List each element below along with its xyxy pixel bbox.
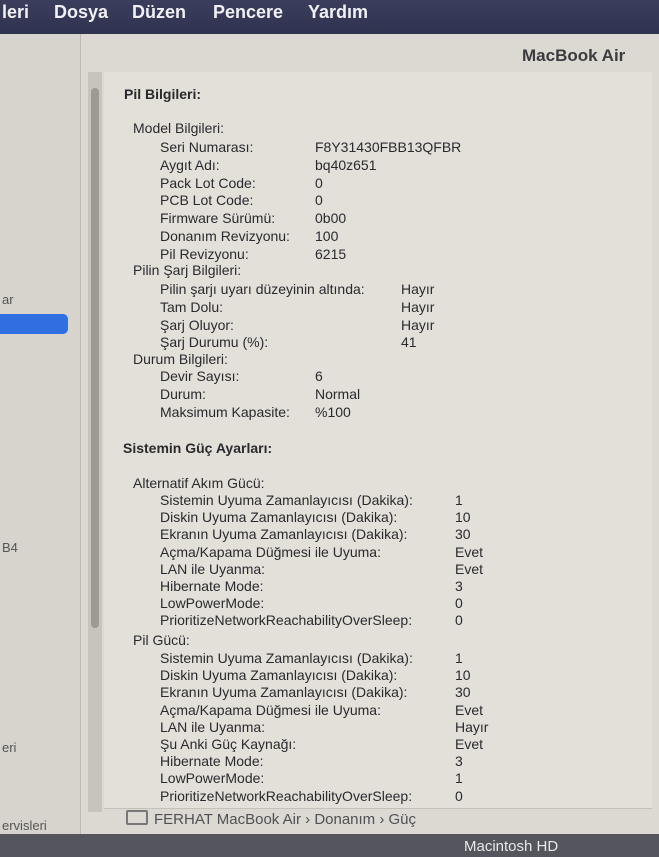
info-value: 0 <box>455 787 463 804</box>
info-label: Firmware Sürümü: <box>160 210 276 227</box>
info-label: LAN ile Uyanma: <box>160 718 266 735</box>
info-value: 0 <box>315 192 323 209</box>
path-bar-label: FERHAT MacBook Air › Donanım › Güç <box>154 811 417 828</box>
info-label: Maksimum Kapasite: <box>160 403 290 420</box>
menu-item-file[interactable]: Dosya <box>54 2 109 22</box>
info-value: 6215 <box>315 245 347 262</box>
info-label: LAN ile Uyanma: <box>160 560 266 577</box>
path-bar-text <box>126 810 416 828</box>
info-label: Seri Numarası: <box>160 139 254 155</box>
info-value: 3 <box>455 578 463 594</box>
info-label: Hibernate Mode: <box>160 578 264 594</box>
info-label: Şu Anki Güç Kaynağı: <box>160 736 297 752</box>
info-label: Diskin Uyuma Zamanlayıcısı (Dakika): <box>160 667 398 684</box>
section-heading: Pil Bilgileri: <box>124 86 202 102</box>
info-value: Hayır <box>401 316 435 333</box>
group-label: Durum Bilgileri: <box>133 351 228 367</box>
sidebar-item[interactable]: eri <box>2 740 17 755</box>
group-label: Pil Gücü: <box>133 632 190 648</box>
info-value: 100 <box>315 228 339 244</box>
menu-bar <box>0 0 659 34</box>
info-value: Evet <box>455 701 484 718</box>
group-label: Pilin Şarj Bilgileri: <box>133 262 242 278</box>
info-value: 0 <box>315 174 323 191</box>
sidebar-item[interactable]: ervisleri <box>2 818 47 833</box>
info-value: 10 <box>455 667 471 684</box>
computer-icon <box>126 810 148 825</box>
info-value: Hayır <box>401 298 435 315</box>
info-label: Devir Sayısı: <box>160 368 240 384</box>
sidebar-item[interactable]: ar <box>2 292 14 307</box>
window-title: MacBook Air <box>522 46 626 65</box>
info-value: Evet <box>455 560 484 577</box>
menu-item-app[interactable]: leri <box>2 2 30 22</box>
group-label: Alternatif Akım Gücü: <box>133 475 265 491</box>
info-label: Aygıt Adı: <box>160 156 220 173</box>
info-label: PCB Lot Code: <box>160 192 254 209</box>
info-value: 0 <box>455 595 463 612</box>
info-value: Hayır <box>455 718 489 735</box>
info-label: Şarj Durumu (%): <box>160 334 269 351</box>
info-label: Pack Lot Code: <box>160 174 256 191</box>
info-value: 6 <box>315 368 323 384</box>
info-value: %100 <box>315 403 351 420</box>
menu-item-window[interactable]: Pencere <box>213 2 284 22</box>
info-value: 30 <box>455 526 471 543</box>
sidebar-item-selected[interactable] <box>0 314 68 334</box>
info-label: Diskin Uyuma Zamanlayıcısı (Dakika): <box>160 509 398 526</box>
info-label: Ekranın Uyuma Zamanlayıcısı (Dakika): <box>160 526 408 543</box>
info-label: Tam Dolu: <box>160 298 224 315</box>
info-label: LowPowerMode: <box>160 770 265 787</box>
info-label: Şarj Oluyor: <box>160 316 234 333</box>
info-value: 1 <box>455 770 463 787</box>
info-value: 41 <box>401 334 417 351</box>
info-label: PrioritizeNetworkReachabilityOverSleep: <box>160 787 413 804</box>
info-label: Sistemin Uyuma Zamanlayıcısı (Dakika): <box>160 650 413 666</box>
section-heading: Sistemin Güç Ayarları: <box>123 440 273 456</box>
sidebar <box>0 34 81 834</box>
info-value: 3 <box>455 753 463 770</box>
menu-item-edit[interactable]: Düzen <box>132 2 186 22</box>
menu-item-help[interactable]: Yardım <box>308 2 369 22</box>
scrollbar-thumb[interactable] <box>91 88 99 628</box>
disk-label[interactable]: Macintosh HD <box>464 838 559 855</box>
info-label: PrioritizeNetworkReachabilityOverSleep: <box>160 612 413 629</box>
info-label: Sistemin Uyuma Zamanlayıcısı (Dakika): <box>160 492 413 508</box>
info-value: bq40z651 <box>315 156 377 173</box>
info-value: Normal <box>315 385 361 402</box>
info-value: 10 <box>455 509 471 526</box>
sidebar-item[interactable]: B4 <box>2 540 18 555</box>
info-value: 0b00 <box>315 210 347 227</box>
info-label: Ekranın Uyuma Zamanlayıcısı (Dakika): <box>160 684 408 701</box>
info-value: Evet <box>455 543 484 560</box>
info-label: Hibernate Mode: <box>160 753 264 770</box>
info-label: LowPowerMode: <box>160 595 265 612</box>
info-label: Durum: <box>160 385 206 402</box>
desktop-strip <box>0 834 659 857</box>
info-label: Pil Revizyonu: <box>160 245 249 262</box>
info-value: 30 <box>455 684 471 701</box>
info-label: Açma/Kapama Düğmesi ile Uyuma: <box>160 701 381 718</box>
info-value: Hayır <box>401 281 435 297</box>
info-label: Açma/Kapama Düğmesi ile Uyuma: <box>160 543 381 560</box>
info-value: Evet <box>455 736 484 752</box>
info-label: Donanım Revizyonu: <box>160 228 290 244</box>
info-label: Pilin şarjı uyarı düzeyinin altında: <box>160 281 365 297</box>
info-value: 1 <box>455 650 463 666</box>
info-value: 0 <box>455 612 463 629</box>
group-label: Model Bilgileri: <box>133 120 225 136</box>
info-value: F8Y31430FBB13QFBR <box>315 139 462 155</box>
info-value: 1 <box>455 492 463 508</box>
